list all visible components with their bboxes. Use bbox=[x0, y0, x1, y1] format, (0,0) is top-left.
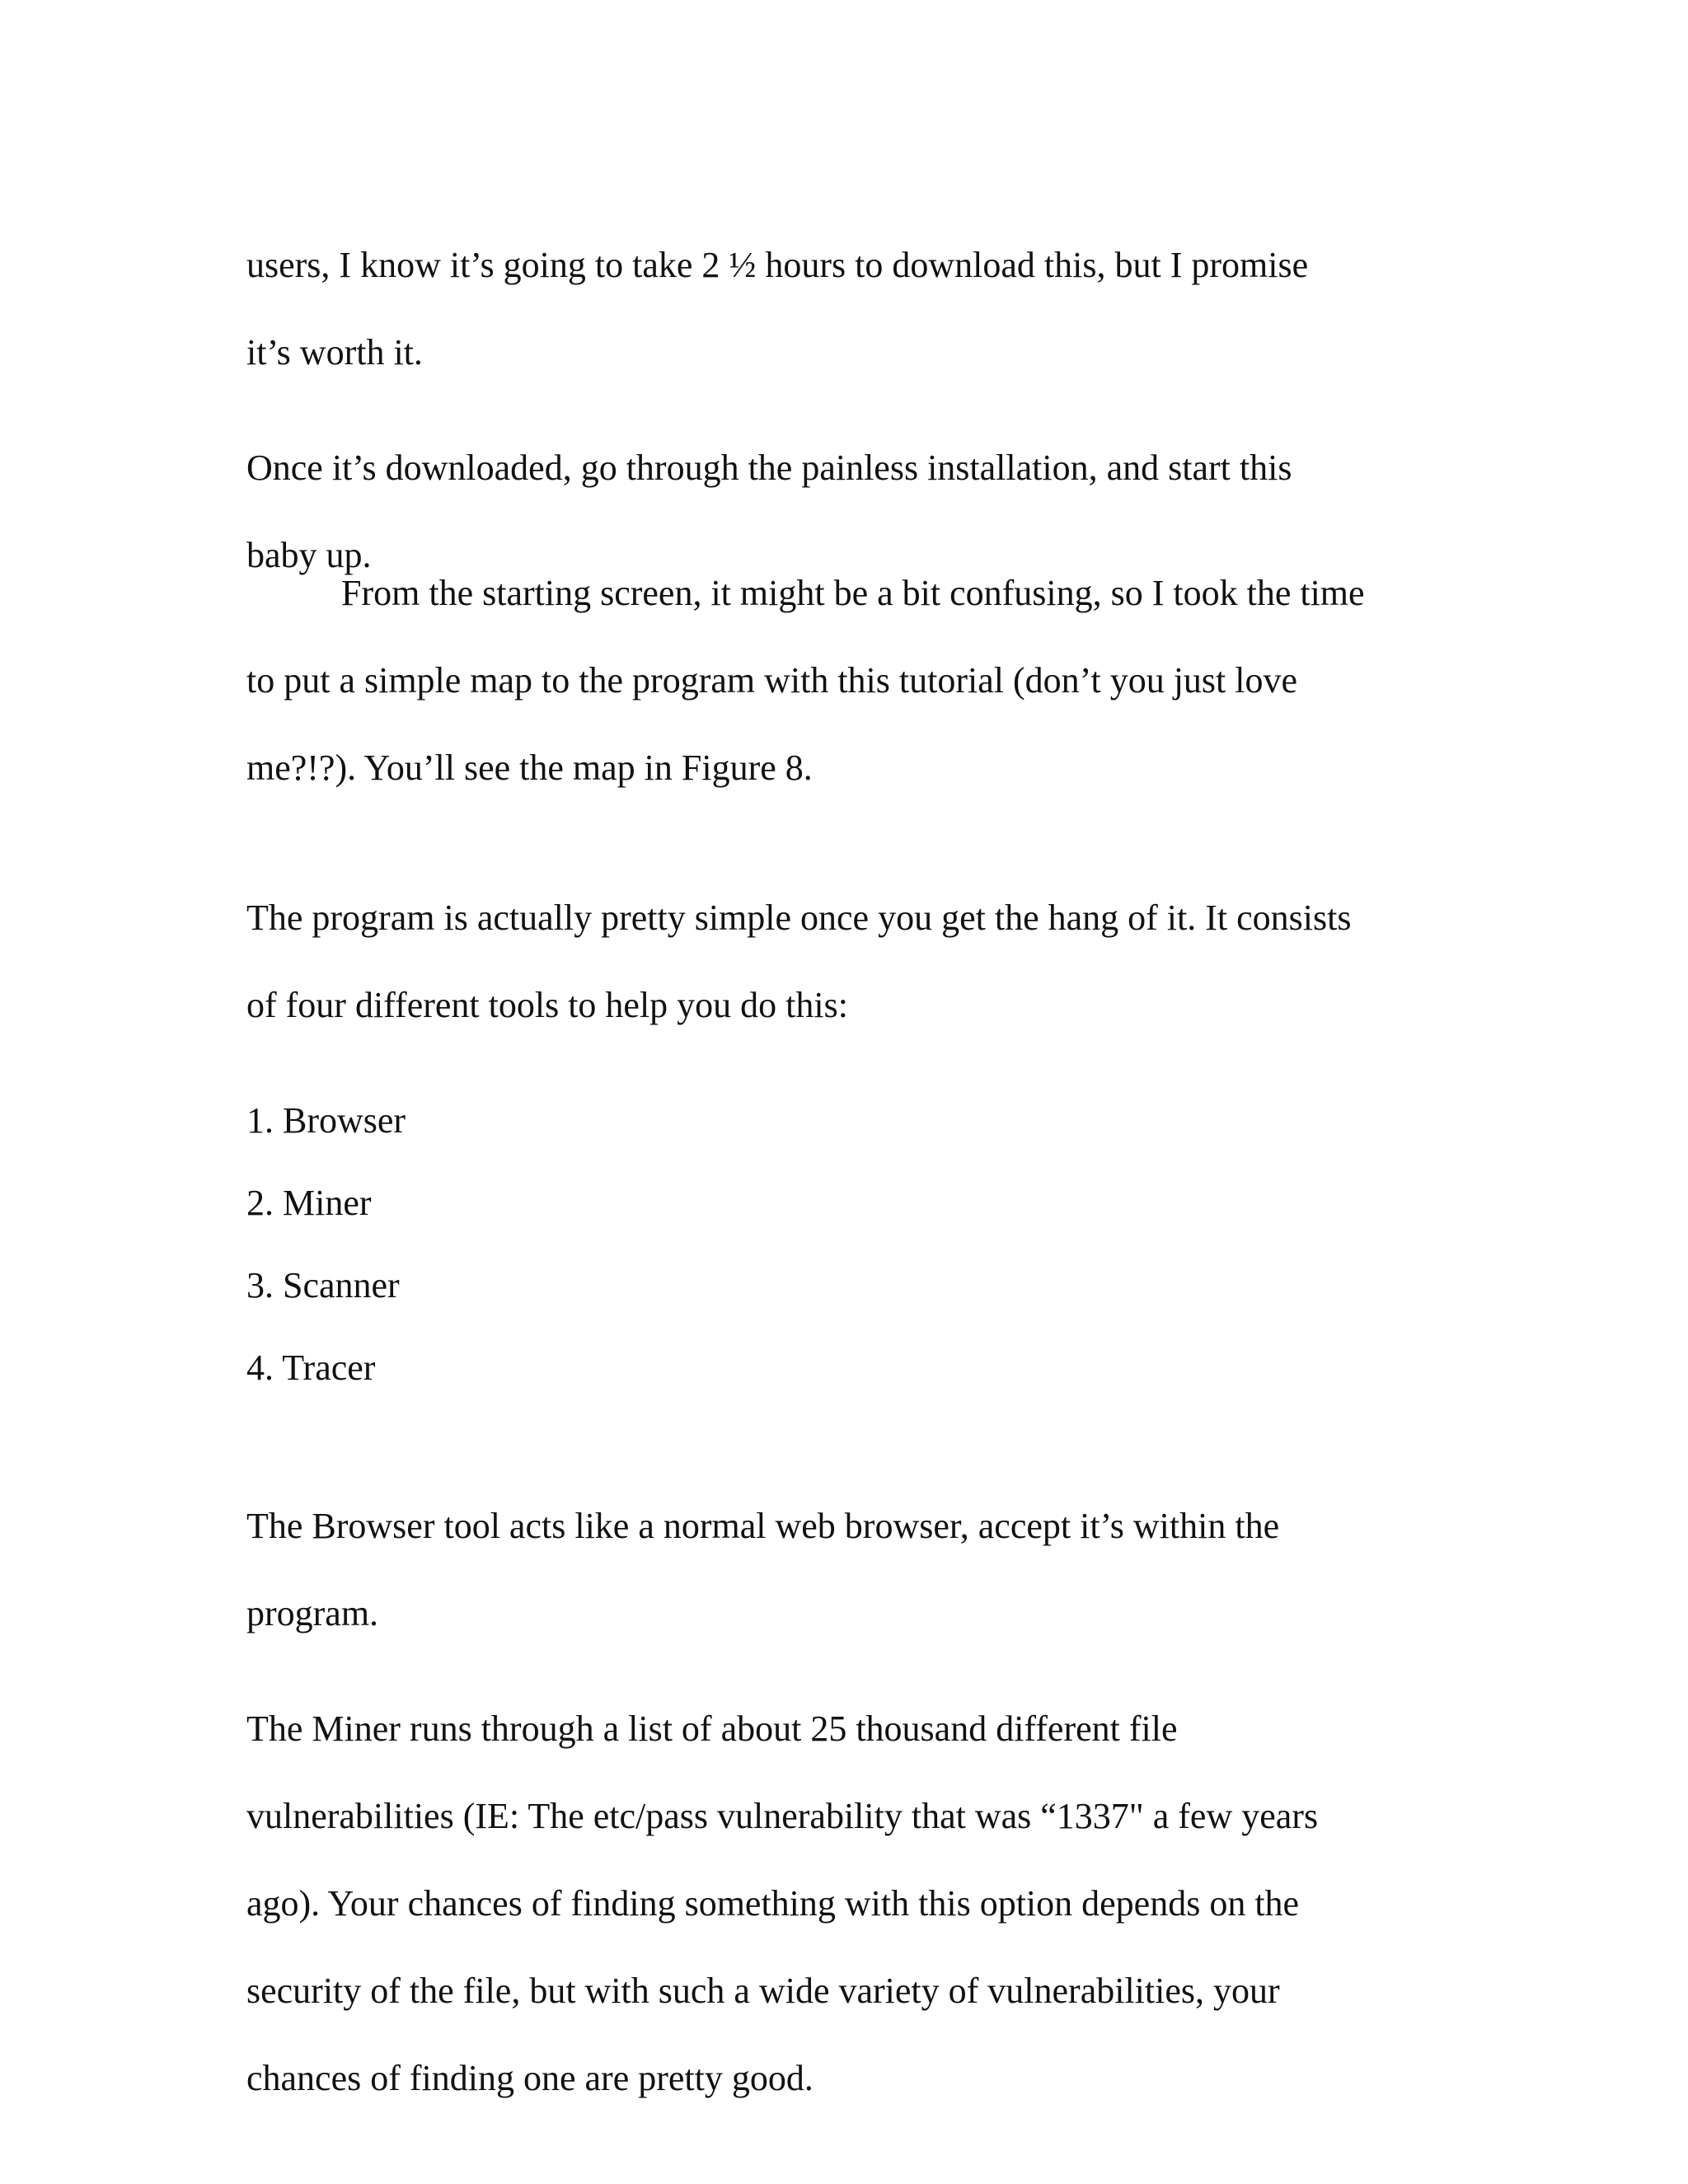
list-item-text: 2. Miner bbox=[246, 1183, 372, 1223]
text-line: users, I know it’s going to take 2 ½ hours to download this, but I promise bbox=[246, 245, 1309, 285]
list-item-tracer bbox=[246, 1302, 1450, 1433]
paragraph-starting-screen bbox=[246, 527, 1450, 833]
text-line: Once it’s downloaded, go through the painless installation, and start this bbox=[246, 448, 1292, 488]
text-line: program. bbox=[246, 1593, 379, 1633]
text-line: The program is actually pretty simple once you get the hang of it. It consists bbox=[246, 898, 1352, 938]
list-item-text: 4. Tracer bbox=[246, 1347, 376, 1388]
text-line: baby up. bbox=[246, 535, 372, 575]
text-line: The Miner runs through a list of about 25 thousand different file bbox=[246, 1708, 1178, 1749]
text-line: vulnerabilities (IE: The etc/pass vulnerability that was “1337" a few years bbox=[246, 1796, 1319, 1836]
text-line: security of the file, but with such a wide variety of vulnerabilities, your bbox=[246, 1971, 1280, 2011]
paragraph-download-note bbox=[246, 199, 1450, 418]
text-line: to put a simple map to the program with this tutorial (don’t you just love bbox=[246, 660, 1298, 701]
text-line: chances of finding one are pretty good. bbox=[246, 2058, 814, 2098]
text-line: it’s worth it. bbox=[246, 332, 423, 373]
list-item-text: 3. Scanner bbox=[246, 1265, 400, 1305]
paragraph-miner-tool bbox=[246, 1663, 1450, 2144]
list-item-text: 1. Browser bbox=[246, 1100, 406, 1141]
text-line: The Browser tool acts like a normal web browser, accept it’s within the bbox=[246, 1506, 1280, 1546]
text-line: me?!?). You’ll see the map in Figure 8. bbox=[246, 748, 813, 788]
paragraph-program-overview bbox=[246, 852, 1450, 1071]
text-line: From the starting screen, it might be a bit confusing, so I took the time bbox=[341, 573, 1365, 613]
paragraph-browser-tool bbox=[246, 1460, 1450, 1679]
text-line: ago). Your chances of finding something with this option depends on the bbox=[246, 1883, 1300, 1924]
text-line: of four different tools to help you do this: bbox=[246, 985, 848, 1025]
